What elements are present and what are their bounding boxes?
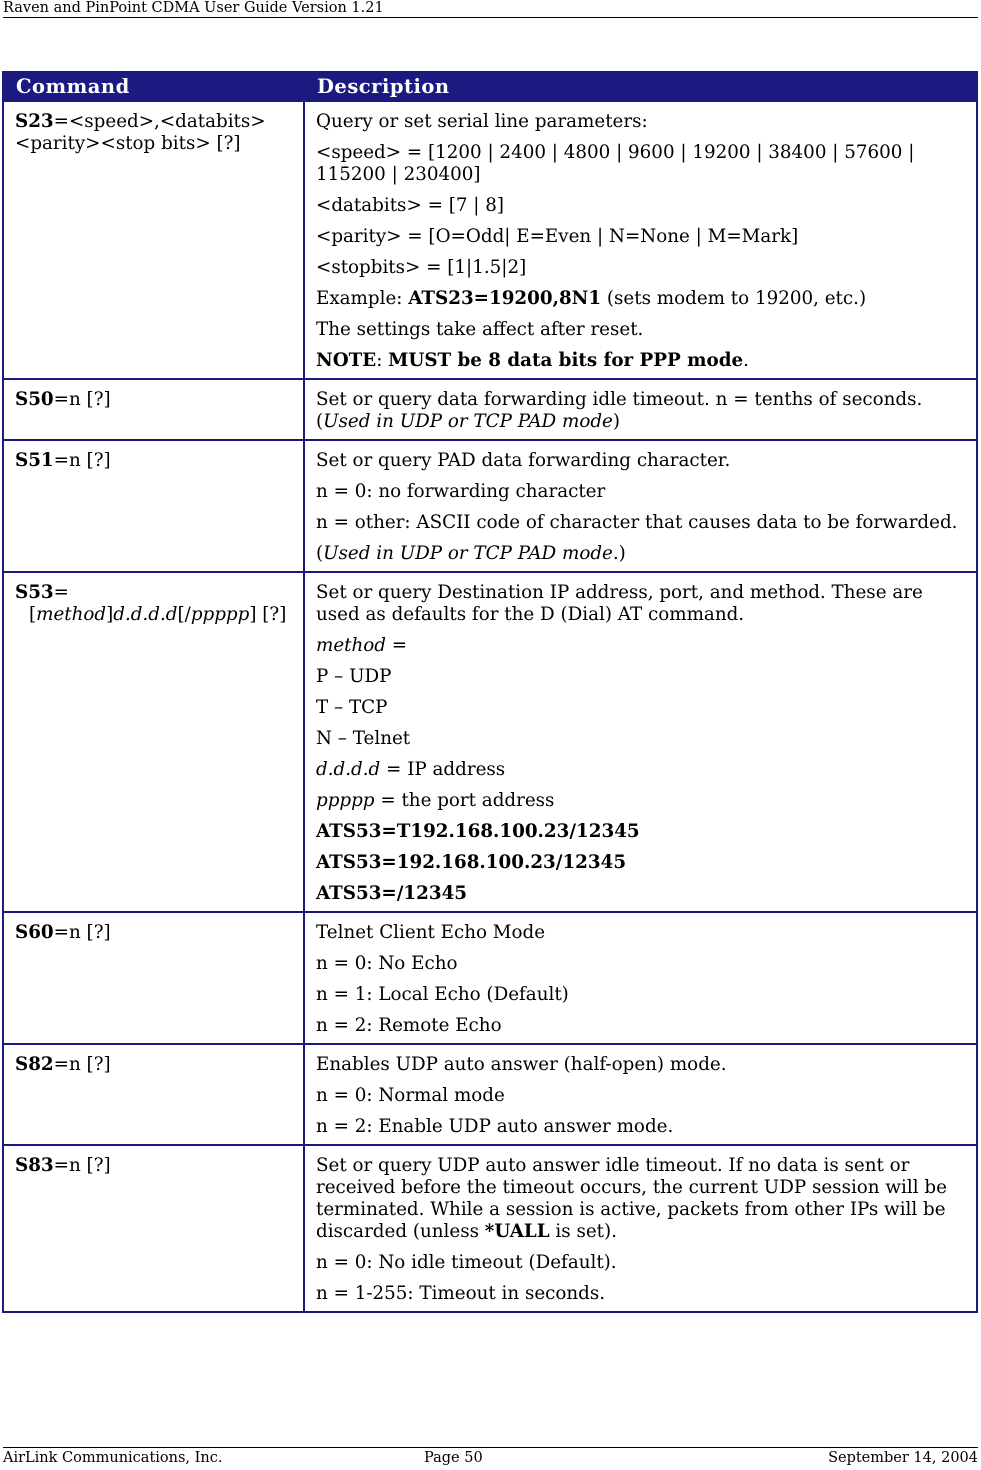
table-row xyxy=(3,1044,977,1145)
command-cell: S82=n [?] xyxy=(3,1044,304,1145)
column-header-command: Command xyxy=(3,72,304,101)
command-cell: S23=<speed>,<databits> <parity><stop bits> [?] xyxy=(3,101,304,379)
description-cell: Query or set serial line parameters: <speed> = [1200 | 2400 | 4800 | 9600 | 19200 | 38400 | 57600 | 115200 | 230400] <databits> = [7 | 8] <parity> = [O=Odd| E=Even | N=None | M=Mark] <stopbits> = [1|1.5|2] Example: ATS23=19200,8N1 (sets modem to 19200, etc.) The settings take affect after reset. NOTE: MUST be 8 data bits for PPP mode. xyxy=(304,101,977,379)
footer-company: AirLink Communications, Inc. xyxy=(3,1450,223,1466)
command-cell: S83=n [?] xyxy=(3,1145,304,1312)
command-cell: S53= [method]d.d.d.d[/ppppp] [?] xyxy=(3,572,304,912)
page-header: Raven and PinPoint CDMA User Guide Version 1.21 xyxy=(3,0,978,18)
command-table xyxy=(2,71,978,1313)
table-header-row xyxy=(3,72,977,101)
command-cell: S60=n [?] xyxy=(3,912,304,1044)
command-cell: S51=n [?] xyxy=(3,440,304,572)
command-cell: S50=n [?] xyxy=(3,379,304,440)
footer-date: September 14, 2004 xyxy=(828,1450,978,1466)
description-cell: Set or query data forwarding idle timeout. n = tenths of seconds. (Used in UDP or TCP PAD mode) xyxy=(304,379,977,440)
table-row xyxy=(3,912,977,1044)
description-cell: Telnet Client Echo Mode n = 0: No Echo n = 1: Local Echo (Default) n = 2: Remote Echo xyxy=(304,912,977,1044)
description-cell: Set or query Destination IP address, port, and method. These are used as defaults for the D (Dial) AT command. method = P – UDP T – TCP N – Telnet d.d.d.d = IP address ppppp = the port address ATS53=T192.168.100.23/12345 ATS53=192.168.100.23/12345 ATS53=/12345 xyxy=(304,572,977,912)
description-cell: Enables UDP auto answer (half-open) mode. n = 0: Normal mode n = 2: Enable UDP auto answer mode. xyxy=(304,1044,977,1145)
description-cell: Set or query PAD data forwarding character. n = 0: no forwarding character n = other: ASCII code of character that causes data to be forwarded. (Used in UDP or TCP PAD mode.) xyxy=(304,440,977,572)
table-row xyxy=(3,1145,977,1312)
table-row xyxy=(3,572,977,912)
table-row xyxy=(3,379,977,440)
page-footer xyxy=(3,1447,978,1468)
table-row xyxy=(3,101,977,379)
column-header-description: Description xyxy=(304,72,977,101)
footer-page-number: Page 50 xyxy=(424,1450,483,1466)
description-cell: Set or query UDP auto answer idle timeout. If no data is sent or received before the timeout occurs, the current UDP session will be terminated. While a session is active, packets from other IPs will be discarded (unless *UALL is set). n = 0: No idle timeout (Default). n = 1-255: Timeout in seconds. xyxy=(304,1145,977,1312)
table-row xyxy=(3,440,977,572)
